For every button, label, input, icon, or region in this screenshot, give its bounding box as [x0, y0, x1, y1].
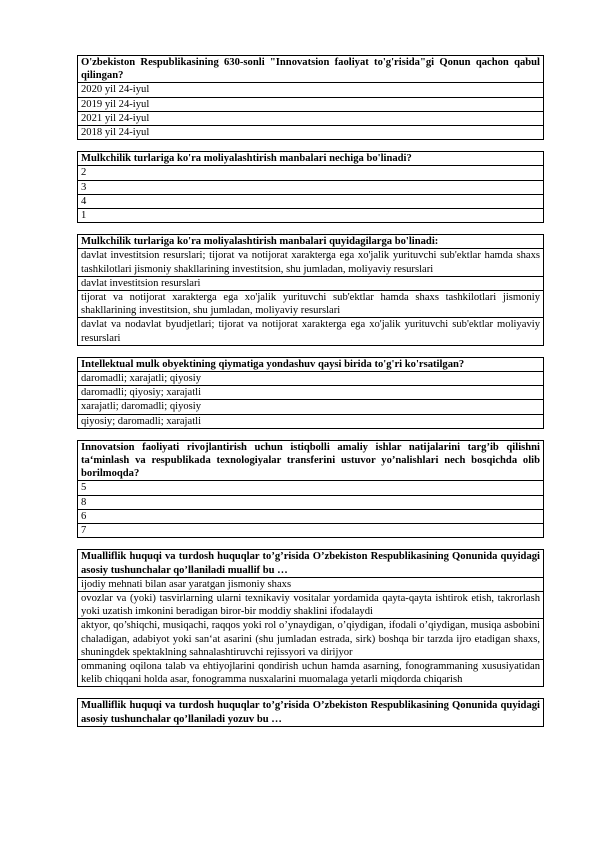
question-block-3 — [77, 234, 544, 346]
question-block-1 — [77, 55, 544, 140]
answer-option: ijodiy mehnati bilan asar yaratgan jismoniy shaxs — [78, 577, 544, 591]
question-block-5 — [77, 440, 544, 538]
answer-option: qiyosiy; daromadli; xarajatli — [78, 414, 544, 428]
question-text: Mualliflik huquqi va turdosh huquqlar to’g’risida O’zbekiston Respublikasining Qonunida quyidagi asosiy tushunchalar qo’llaniladi muallif bu … — [78, 550, 544, 577]
answer-option: xarajatli; daromadli; qiyosiy — [78, 400, 544, 414]
answer-option: 2020 yil 24-iyul — [78, 83, 544, 97]
answer-option: 6 — [78, 509, 544, 523]
answer-option: ovozlar va (yoki) tasvirlarning ularni texnikaviy vositalar yordamida qayta-qayta ishtirok etish, takrorlash yoki uzatish imkonini beradigan biror-bir moddiy shaklini ifodalaydi — [78, 591, 544, 618]
answer-option: daromadli; xarajatli; qiyosiy — [78, 372, 544, 386]
answer-option: 5 — [78, 481, 544, 495]
answer-option: daromadli; qiyosiy; xarajatli — [78, 386, 544, 400]
answer-option: 4 — [78, 194, 544, 208]
answer-option: 8 — [78, 495, 544, 509]
question-block-7 — [77, 698, 544, 726]
answer-option: davlat investitsion resurslari — [78, 276, 544, 290]
question-text: Intellektual mulk obyektining qiymatiga yondashuv qaysi birida to'g'ri ko'rsatilgan? — [78, 357, 544, 371]
question-text: Mulkchilik turlariga ko'ra moliyalashtirish manbalari quyidagilarga bo'linadi: — [78, 235, 544, 249]
answer-option: 2019 yil 24-iyul — [78, 97, 544, 111]
question-text: O'zbekiston Respublikasining 630-sonli "Innovatsion faoliyat to'g'risida"gi Qonun qachon qabul qilingan? — [78, 56, 544, 83]
question-block-2 — [77, 151, 544, 223]
answer-option: aktyor, qo’shiqchi, musiqachi, raqqos yoki rol o’ynaydigan, o’qiydigan, ifodali o’qiydigan, musiqa asbobini chaladigan, adabiyot yoki san‘at asarini (shu jumladan estrada, sirk) boshqa bir tarzda ijro etadigan shaxs, shuningdek spektaklning sahnalashtiruvchi rejissyori va dirijyor — [78, 619, 544, 660]
question-text: Mulkchilik turlariga ko'ra moliyalashtirish manbalari nechiga bo'linadi? — [78, 152, 544, 166]
answer-option: davlat va nodavlat byudjetlari; tijorat va notijorat xarakterga ega xo'jalik yurituvchi sub'ektlar moliyaviy resurslari — [78, 318, 544, 345]
question-block-6 — [77, 549, 544, 687]
answer-option: 2 — [78, 166, 544, 180]
question-text: Innovatsion faoliyati rivojlantirish uchun istiqbolli amaliy ishlar natijalarini targ’ib qilishni ta‘minlash va respublikada texnologiyalar transferini ustuvor yo’nalishlari nech bosqichda olib borilmoqda? — [78, 440, 544, 481]
answer-option: 2018 yil 24-iyul — [78, 126, 544, 140]
answer-option: 2021 yil 24-iyul — [78, 111, 544, 125]
answer-option: 7 — [78, 524, 544, 538]
answer-option: ommaning oqilona talab va ehtiyojlarini qondirish uchun hamda asarning, fonogrammaning xususiyatidan kelib chiqqani holda asar, fonogramma nusxalarini muomalaga yetarli miqdorda chiqarish — [78, 659, 544, 686]
document-page — [77, 55, 544, 738]
answer-option: davlat investitsion resurslari; tijorat va notijorat xarakterga ega xo'jalik yurituvchi sub'ektlar hamda shaxs tashkilotlari jismoniy shakllarining investitsion, shu jumladan, moliyaviy resurslari — [78, 249, 544, 276]
answer-option: 1 — [78, 209, 544, 223]
answer-option: 3 — [78, 180, 544, 194]
question-text: Mualliflik huquqi va turdosh huquqlar to’g’risida O’zbekiston Respublikasining Qonunida quyidagi asosiy tushunchalar qo’llaniladi yozuv bu … — [78, 699, 544, 726]
question-block-4 — [77, 357, 544, 429]
answer-option: tijorat va notijorat xarakterga ega xo'jalik yurituvchi sub'ektlar hamda shaxs tashkilotlari jismoniy shakllarining investitsion, shu jumladan, moliyaviy resurslari — [78, 291, 544, 318]
